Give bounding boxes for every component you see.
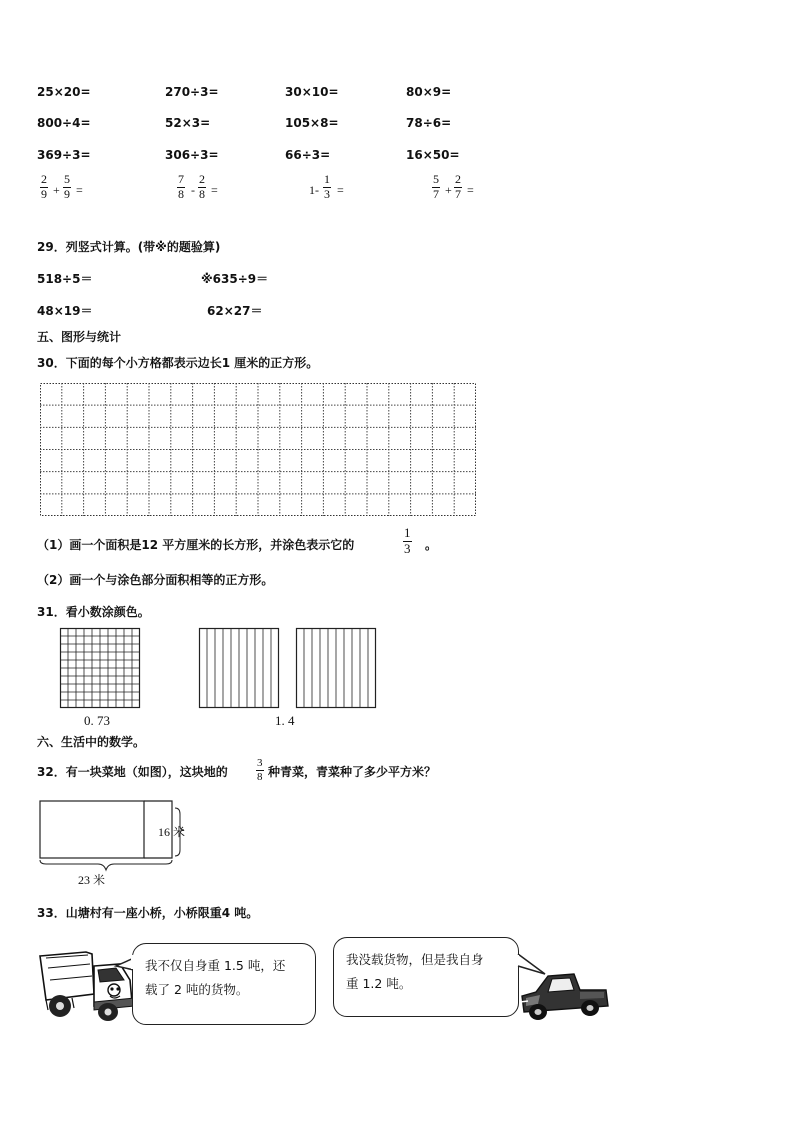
question-32-text-b: 种青菜，青菜种了多少平方米？ (268, 765, 437, 779)
equals-sign: = (211, 183, 218, 197)
dotted-grid (40, 383, 477, 517)
equals-sign: = (467, 183, 474, 197)
bubble-line: 重 1.2 吨。 (346, 975, 412, 991)
vegetable-field-diagram (36, 800, 196, 890)
calc-item: 800÷4= (37, 116, 91, 130)
fraction (403, 526, 412, 557)
calc-item: 369÷3= (37, 148, 91, 162)
calc-item: 16×50= (406, 148, 460, 162)
fraction-denominator: 9 (41, 186, 47, 201)
leading-term: 1- (309, 183, 319, 197)
fraction-numerator: 1 (404, 525, 411, 540)
pickup-car-icon (518, 968, 610, 1022)
question-30-part2-text: （2）画一个与涂色部分面积相等的正方形。 (37, 573, 274, 587)
question-30-part1-text: （1）画一个面积是12 平方厘米的长方形，并涂色表示它的 (37, 538, 355, 552)
decimal-label: 1. 4 (275, 713, 295, 728)
section-heading: 五、图形与统计 (37, 330, 122, 344)
section-heading: 六、生活中的数学。 (37, 735, 146, 749)
fraction-numerator: 5 (433, 172, 439, 186)
fraction-denominator: 3 (324, 186, 330, 201)
question-31-title: 31．看小数涂颜色。 (37, 605, 150, 619)
operator: + (53, 183, 60, 197)
calc-item: 518÷5＝ (37, 272, 93, 286)
operator: + (445, 183, 452, 197)
fraction (323, 173, 331, 202)
fraction (256, 757, 264, 783)
question-29-title: 29．列竖式计算。(带※的题验算) (37, 240, 221, 254)
fraction-numerator: 2 (455, 172, 461, 186)
question-30-title: 30．下面的每个小方格都表示边长1 厘米的正方形。 (37, 356, 319, 370)
fraction-denominator: 8 (257, 770, 263, 783)
fraction (432, 173, 440, 202)
fraction-numerator: 7 (178, 172, 184, 186)
fraction (40, 173, 48, 202)
calc-item: 66÷3= (285, 148, 331, 162)
speech-bubble-car (333, 937, 519, 1017)
equals-sign: = (337, 183, 344, 197)
fraction-numerator: 1 (324, 172, 330, 186)
fraction-denominator: 8 (199, 186, 205, 201)
hundredths-grid (60, 628, 140, 708)
speech-bubble-tail-cover (131, 955, 135, 969)
calc-item: 52×3= (165, 116, 211, 130)
question-33-title: 33．山塘村有一座小桥，小桥限重4 吨。 (37, 906, 259, 920)
calc-item: ※635÷9＝ (201, 272, 269, 286)
fraction-denominator: 8 (178, 186, 184, 201)
calc-item: 270÷3= (165, 85, 219, 99)
calc-item: 30×10= (285, 85, 339, 99)
fraction-numerator: 5 (64, 172, 70, 186)
bubble-line: 我没载货物，但是我自身 (346, 952, 484, 967)
fraction-denominator: 9 (64, 186, 70, 201)
bubble-line: 载了 2 吨的货物。 (145, 981, 249, 997)
equals-sign: = (76, 183, 83, 197)
fraction (198, 173, 206, 202)
fraction-numerator: 2 (41, 172, 47, 186)
width-label: 23 米 (78, 873, 106, 887)
fraction-numerator: 3 (257, 757, 263, 769)
period: 。 (425, 538, 438, 552)
operator: - (191, 183, 195, 197)
tenths-grid-1 (199, 628, 279, 708)
height-label: 16 米 (158, 825, 186, 839)
speech-bubble-truck (132, 943, 316, 1025)
calc-item: 48×19＝ (37, 304, 93, 318)
fraction-denominator: 3 (404, 540, 411, 556)
fraction (177, 173, 185, 202)
fraction (454, 173, 462, 202)
calc-item: 78÷6= (406, 116, 452, 130)
question-32-text-a: 32．有一块菜地（如图），这块地的 (37, 765, 228, 779)
bubble-line: 我不仅自身重 1.5 吨，还 (145, 958, 286, 973)
fraction-denominator: 7 (455, 186, 461, 201)
decimal-label: 0. 73 (84, 713, 110, 728)
calc-item: 105×8= (285, 116, 339, 130)
tenths-grid-2 (296, 628, 376, 708)
calc-item: 306÷3= (165, 148, 219, 162)
calc-item: 62×27＝ (207, 304, 263, 318)
fraction (63, 173, 71, 202)
calc-item: 80×9= (406, 85, 452, 99)
calc-item: 25×20= (37, 85, 91, 99)
fraction-numerator: 2 (199, 172, 205, 186)
fraction-denominator: 7 (433, 186, 439, 201)
